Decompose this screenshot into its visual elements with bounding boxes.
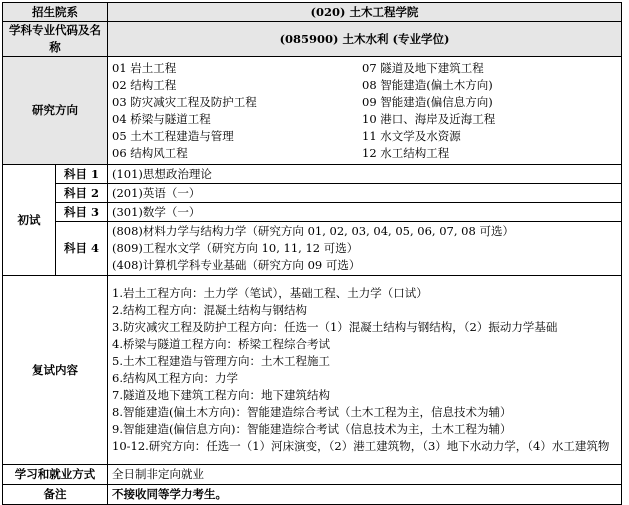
retest-item: 6.结构风工程方向：力学 [112,371,238,385]
subject-row [3,184,622,203]
subject-1-label: 科目 1 [56,165,108,184]
research-row [3,57,622,165]
retest-item: 10-12.研究方向：任选一（1）河床演变，（2）港工建筑物，（3）地下水动力学，（4）水工建筑物 [112,439,610,453]
research-right-column [362,60,612,162]
research-direction: 08 智能建造(偏土木方向) [362,77,493,92]
study-row [3,465,622,485]
school-row [3,3,622,22]
subject-3-label: 科目 3 [56,203,108,222]
research-directions [108,57,622,165]
research-direction: 05 土木工程建造与管理 [112,128,234,143]
retest-item: 9.智能建造(偏信息方向)：智能建造综合考试（信息技术为主，土木工程为辅） [112,422,512,436]
note-row [3,485,622,505]
major-label: 学科专业代码及名称 [3,22,108,57]
subject-row [3,203,622,222]
retest-item: 5.土木工程建造与管理方向：土木工程施工 [112,354,330,368]
research-direction: 07 隧道及地下建筑工程 [362,60,484,75]
subject-4-label: 科目 4 [56,222,108,276]
retest-item: 8.智能建造(偏土木方向)：智能建造综合考试（土木工程为主，信息技术为辅） [112,405,512,419]
retest-item: 7.隧道及地下建筑工程方向：地下建筑结构 [112,388,330,402]
retest-item: 1.岩土工程方向：土力学（笔试），基础工程、土力学（口试） [112,286,428,300]
retest-row [3,276,622,465]
study-mode-value: 全日制非定向就业 [108,465,622,485]
subject-4-value [108,222,622,276]
research-direction: 03 防灾减灾工程及防护工程 [112,94,257,109]
study-mode-label: 学习和就业方式 [3,465,108,485]
major-row [3,22,622,57]
note-value: 不接收同等学力考生。 [108,485,622,505]
retest-label: 复试内容 [3,276,108,465]
research-direction: 04 桥梁与隧道工程 [112,111,211,126]
research-direction: 01 岩土工程 [112,60,177,75]
subject-4-line: (809)工程水文学（研究方向 10, 11, 12 可选） [112,241,359,255]
subject-2-value: (201)英语（一） [108,184,622,203]
school-label: 招生院系 [3,3,108,22]
research-direction: 10 港口、海岸及近海工程 [362,111,496,126]
major-value: (085900) 土木水利 (专业学位) [108,22,622,57]
subject-1-value: (101)思想政治理论 [108,165,622,184]
admission-table [2,2,622,505]
research-direction: 11 水文学及水资源 [362,128,461,143]
research-left-column [112,60,362,162]
research-direction: 12 水工结构工程 [362,145,450,160]
subject-4-line: (808)材料力学与结构力学（研究方向 01, 02, 03, 04, 05, 06, 07, 08 可选） [112,224,514,238]
research-direction: 06 结构风工程 [112,145,188,160]
retest-item: 2.结构工程方向：混凝土结构与钢结构 [112,303,307,317]
research-label: 研究方向 [3,57,108,165]
initial-exam-label: 初试 [3,165,56,276]
school-value: (020) 土木工程学院 [108,3,622,22]
subject-row [3,222,622,276]
note-label: 备注 [3,485,108,505]
retest-content [108,276,622,465]
research-direction: 09 智能建造(偏信息方向) [362,94,493,109]
research-direction: 02 结构工程 [112,77,177,92]
subject-2-label: 科目 2 [56,184,108,203]
retest-item: 4.桥梁与隧道工程方向：桥梁工程综合考试 [112,337,330,351]
subject-3-value: (301)数学（一） [108,203,622,222]
subject-row [3,165,622,184]
subject-4-line: (408)计算机学科专业基础（研究方向 09 可选） [112,258,361,272]
retest-item: 3.防灾减灾工程及防护工程方向：任选一（1）混凝土结构与钢结构，（2）振动力学基础 [112,320,558,334]
